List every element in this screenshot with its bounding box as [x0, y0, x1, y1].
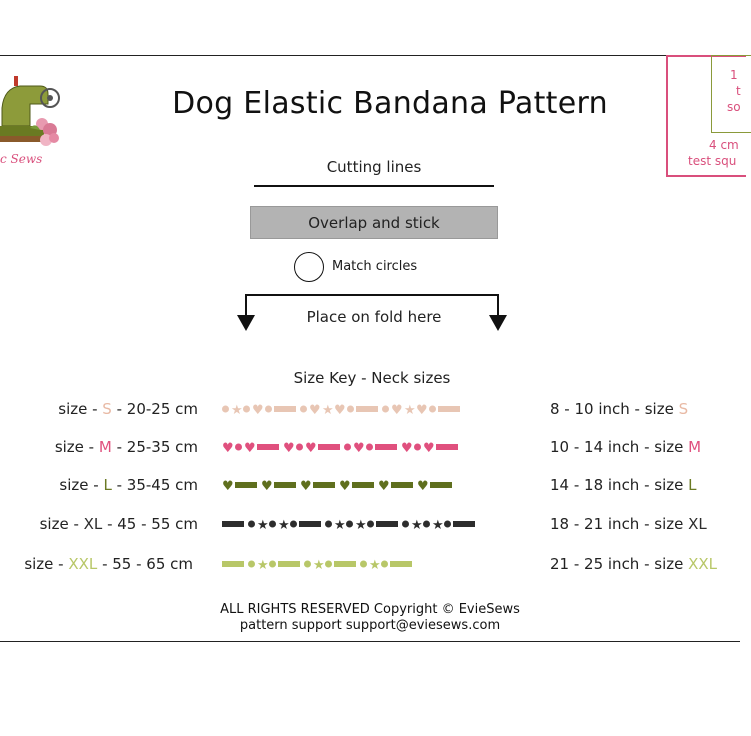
heart-mark: ♥ [339, 479, 351, 494]
star-mark: ★ [404, 403, 416, 418]
dash-mark [313, 482, 335, 488]
dot-mark [344, 444, 351, 451]
dot-mark [243, 406, 250, 413]
star-mark: ★ [313, 558, 325, 573]
dot-mark [366, 444, 373, 451]
heart-mark: ♥ [309, 403, 321, 418]
dash-mark [222, 561, 244, 567]
heart-mark: ♥ [334, 403, 346, 418]
overlap-label: Overlap and stick [308, 213, 440, 232]
dot-mark [325, 561, 332, 568]
dash-mark [274, 406, 296, 412]
star-mark: ★ [432, 518, 444, 533]
dot-mark [304, 561, 311, 568]
size-inch-range: 10 - 14 inch - size [550, 438, 689, 456]
logo-text: c Sews [0, 152, 43, 166]
size-code: M [688, 438, 702, 456]
dot-mark [381, 561, 388, 568]
heart-mark: ♥ [222, 441, 234, 456]
size-cm-range: - 55 - 65 cm [97, 555, 193, 573]
eviesews-logo [0, 68, 64, 172]
dot-mark [414, 444, 421, 451]
star-mark: ★ [369, 558, 381, 573]
test-square-inner [711, 55, 751, 133]
copyright-line: ALL RIGHTS RESERVED Copyright © EvieSews [220, 602, 520, 617]
dot-mark [444, 521, 451, 528]
heart-mark: ♥ [353, 441, 365, 456]
size-line-sample [220, 556, 520, 572]
size-code: S [678, 400, 689, 418]
overlap-sample [250, 206, 498, 239]
heart-mark: ♥ [261, 479, 273, 494]
size-cm-label [55, 438, 198, 456]
heart-mark: ♥ [283, 441, 295, 456]
match-circles-label: Match circles [332, 259, 418, 274]
dot-mark [296, 444, 303, 451]
size-code: XL [83, 515, 103, 533]
test-square-inner-line-2: t [736, 84, 741, 98]
size-inch-range: 8 - 10 inch - size [550, 400, 679, 418]
test-square-size-label: 4 cm [709, 138, 739, 152]
dot-mark [300, 406, 307, 413]
test-square-caption: test squ [688, 154, 737, 168]
test-square-inner-line-1: 1 [730, 68, 738, 82]
size-code: XXL [68, 555, 98, 573]
size-line-sample [220, 401, 520, 417]
dot-mark [269, 561, 276, 568]
size-cm-prefix: size - [59, 476, 104, 494]
dash-mark [278, 561, 300, 567]
size-inch-label [550, 438, 701, 456]
size-code: L [103, 476, 112, 494]
dot-mark [429, 406, 436, 413]
star-mark: ★ [231, 403, 243, 418]
size-inch-label [550, 476, 696, 494]
size-code: L [688, 476, 697, 494]
dash-mark [334, 561, 356, 567]
dash-mark [235, 482, 257, 488]
star-mark: ★ [257, 518, 269, 533]
size-line-sample [220, 516, 520, 532]
heart-mark: ♥ [222, 479, 234, 494]
dot-mark [269, 521, 276, 528]
size-inch-label [550, 515, 707, 533]
size-cm-range: - 25-35 cm [111, 438, 198, 456]
dash-mark [222, 521, 244, 527]
dash-mark [391, 482, 413, 488]
size-cm-label [59, 476, 198, 494]
dash-mark [375, 444, 397, 450]
size-cm-prefix: size - [39, 515, 84, 533]
size-line-sample [220, 477, 520, 493]
dash-mark [376, 521, 398, 527]
star-mark: ★ [355, 518, 367, 533]
size-code: M [98, 438, 112, 456]
size-code: S [102, 400, 112, 418]
dot-mark [265, 406, 272, 413]
size-code: XL [688, 515, 707, 533]
cutting-lines-label: Cutting lines [326, 158, 422, 176]
support-line: pattern support support@eviesews.com [239, 618, 501, 633]
page-bottom-border [0, 641, 740, 642]
dash-mark [318, 444, 340, 450]
size-cm-prefix: size - [24, 555, 69, 573]
dot-mark [382, 406, 389, 413]
heart-mark: ♥ [416, 403, 428, 418]
size-cm-range: - 20-25 cm [111, 400, 198, 418]
size-inch-label [550, 555, 717, 573]
size-cm-prefix: size - [54, 438, 99, 456]
heart-mark: ♥ [378, 479, 390, 494]
dot-mark [325, 521, 332, 528]
star-mark: ★ [322, 403, 334, 418]
heart-mark: ♥ [305, 441, 317, 456]
dash-mark [436, 444, 458, 450]
dot-mark [290, 521, 297, 528]
dash-mark [274, 482, 296, 488]
dot-mark [235, 444, 242, 451]
size-key-heading: Size Key - Neck sizes [293, 369, 451, 387]
dash-mark [356, 406, 378, 412]
page-top-border [0, 55, 740, 56]
dash-mark [453, 521, 475, 527]
fold-arrow-left-icon [237, 315, 255, 331]
star-mark: ★ [334, 518, 346, 533]
test-square-inner-line-3: so [727, 100, 741, 114]
heart-mark: ♥ [244, 441, 256, 456]
heart-mark: ♥ [417, 479, 429, 494]
page-title: Dog Elastic Bandana Pattern [172, 86, 608, 121]
size-inch-range: 14 - 18 inch - size [550, 476, 689, 494]
heart-mark: ♥ [252, 403, 264, 418]
fold-label: Place on fold here [306, 308, 442, 326]
size-code: XXL [688, 555, 718, 573]
size-inch-label [550, 400, 688, 418]
dot-mark [248, 561, 255, 568]
star-mark: ★ [278, 518, 290, 533]
dash-mark [257, 444, 279, 450]
match-circle-icon [294, 252, 324, 282]
dash-mark [299, 521, 321, 527]
heart-mark: ♥ [401, 441, 413, 456]
dash-mark [352, 482, 374, 488]
size-line-sample [220, 439, 520, 455]
dot-mark [360, 561, 367, 568]
dot-mark [222, 406, 229, 413]
dash-mark [430, 482, 452, 488]
heart-mark: ♥ [300, 479, 312, 494]
size-inch-range: 18 - 21 inch - size [550, 515, 689, 533]
dot-mark [346, 521, 353, 528]
size-cm-range: - 45 - 55 cm [102, 515, 198, 533]
heart-mark: ♥ [423, 441, 435, 456]
dot-mark [402, 521, 409, 528]
star-mark: ★ [257, 558, 269, 573]
size-cm-label [24, 555, 193, 573]
size-cm-label [40, 515, 198, 533]
cutting-line-sample [254, 185, 494, 187]
dash-mark [438, 406, 460, 412]
size-cm-label [58, 400, 198, 418]
size-inch-range: 21 - 25 inch - size [550, 555, 689, 573]
dash-mark [390, 561, 412, 567]
star-mark: ★ [411, 518, 423, 533]
dot-mark [347, 406, 354, 413]
size-cm-prefix: size - [58, 400, 103, 418]
dot-mark [423, 521, 430, 528]
heart-mark: ♥ [391, 403, 403, 418]
dot-mark [248, 521, 255, 528]
size-cm-range: - 35-45 cm [111, 476, 198, 494]
dot-mark [367, 521, 374, 528]
